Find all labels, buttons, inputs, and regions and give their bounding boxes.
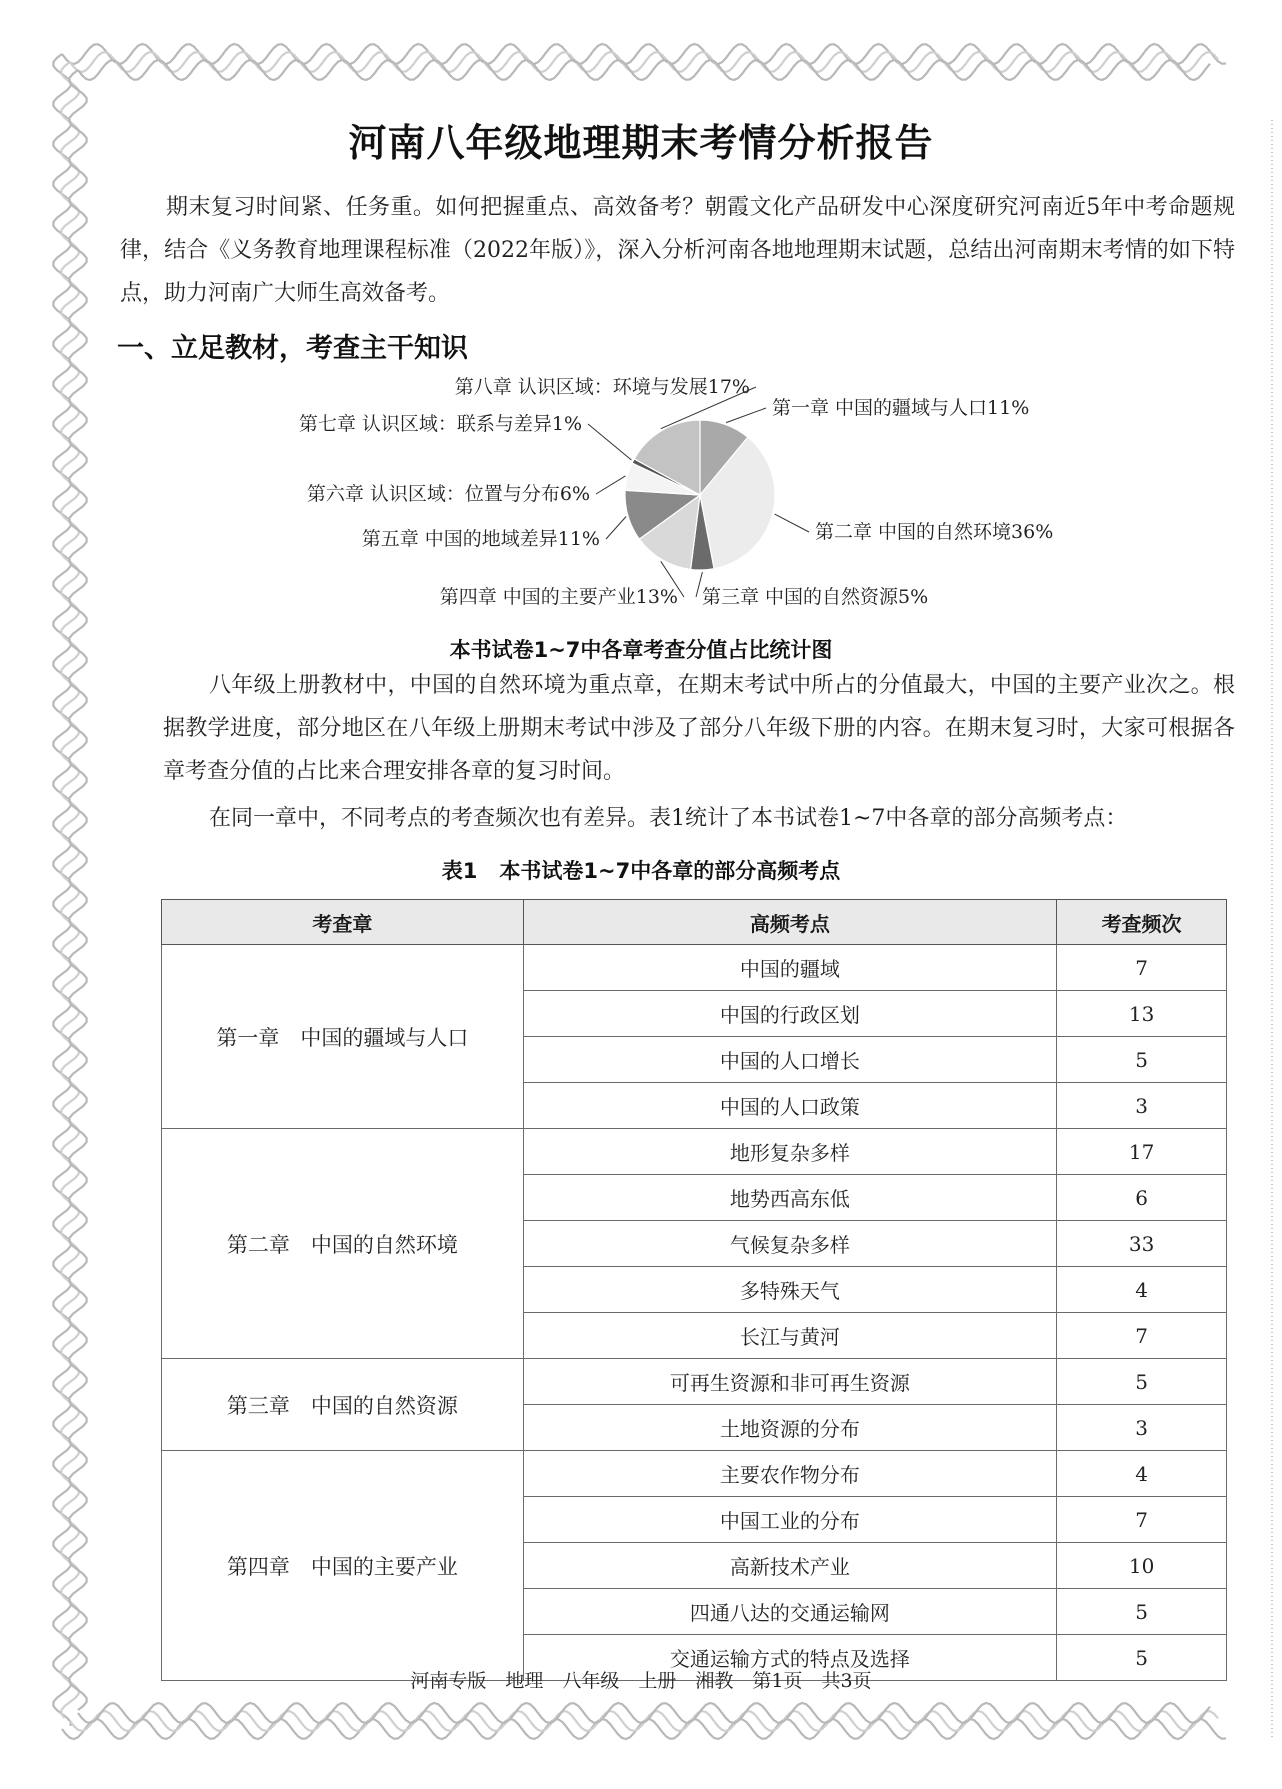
exam-point-cell: 可再生资源和非可再生资源: [523, 1359, 1056, 1405]
exam-point-cell: 中国的行政区划: [523, 991, 1056, 1037]
intro-paragraph: 期末复习时间紧、任务重。如何把握重点、高效备考？朝霞文化产品研发中心深度研究河南近5年中考命题规律，结合《义务教育地理课程标准（2022年版）》，深入分析河南各地地理期末试题，总结出河南期末考情的如下特点，助力河南广大师生高效备考。: [120, 195, 1235, 306]
exam-point-cell: 中国的疆域: [523, 945, 1056, 991]
table-caption-text: 本书试卷1~7中各章的部分高频考点: [499, 859, 841, 883]
frequency-cell: 5: [1057, 1359, 1227, 1405]
chapter-cell: 第三章 中国的自然资源: [162, 1359, 524, 1451]
frequency-cell: 7: [1057, 945, 1227, 991]
frequency-cell: 7: [1057, 1497, 1227, 1543]
exam-point-cell: 主要农作物分布: [523, 1451, 1056, 1497]
pie-leader-line: [606, 517, 626, 540]
column-header-point: 高频考点: [523, 900, 1056, 945]
frequency-cell: 10: [1057, 1543, 1227, 1589]
exam-point-cell: 多特殊天气: [523, 1267, 1056, 1313]
page-title: 河南八年级地理期末考情分析报告: [348, 121, 934, 165]
exam-point-cell: 中国工业的分布: [523, 1497, 1056, 1543]
exam-point-cell: 高新技术产业: [523, 1543, 1056, 1589]
exam-point-cell: 四通八达的交通运输网: [523, 1589, 1056, 1635]
exam-point-cell: 地势西高东低: [523, 1175, 1056, 1221]
table-header-row: [162, 900, 1227, 945]
exam-point-cell: 中国的人口增长: [523, 1037, 1056, 1083]
table-row: [162, 945, 1227, 991]
table-caption: [0, 855, 1282, 885]
pie-leader-line: [726, 408, 766, 423]
table-intro-paragraph: 在同一章中，不同考点的考查频次也有差异。表1统计了本书试卷1~7中各章的部分高频考点：: [209, 806, 1128, 831]
frequency-cell: 33: [1057, 1221, 1227, 1267]
analysis-paragraph: 八年级上册教材中，中国的自然环境为重点章，在期末考试中所占的分值最大，中国的主要产业次之。根据教学进度，部分地区在八年级上册期末考试中涉及了部分八年级下册的内容。在期末复习时，大家可根据各章考查分值的占比来合理安排各章的复习时间。: [163, 673, 1235, 784]
frequency-cell: 4: [1057, 1451, 1227, 1497]
page-footer: 河南专版 地理 八年级 上册 湘教 第1页 共3页: [410, 1670, 872, 1692]
pie-leader-line: [775, 514, 809, 532]
exam-point-cell: 土地资源的分布: [523, 1405, 1056, 1451]
pie-slice-label: 第四章 中国的主要产业13%: [439, 586, 678, 608]
exam-point-cell: 气候复杂多样: [523, 1221, 1056, 1267]
exam-point-cell: 地形复杂多样: [523, 1129, 1056, 1175]
frequency-table: [161, 899, 1227, 1681]
pie-slice-label: 第八章 认识区域：环境与发展17%: [454, 376, 750, 398]
pie-chart: [0, 370, 1282, 630]
frequency-cell: 4: [1057, 1267, 1227, 1313]
column-header-chapter: 考查章: [162, 900, 524, 945]
pie-slice-label: 第七章 认识区域：联系与差异1%: [298, 413, 582, 435]
frequency-cell: 17: [1057, 1129, 1227, 1175]
frequency-cell: 7: [1057, 1313, 1227, 1359]
chapter-cell: 第四章 中国的主要产业: [162, 1451, 524, 1681]
exam-point-cell: 长江与黄河: [523, 1313, 1056, 1359]
pie-leader-line: [596, 476, 625, 494]
frequency-cell: 3: [1057, 1083, 1227, 1129]
frequency-cell: 3: [1057, 1405, 1227, 1451]
frequency-cell: 6: [1057, 1175, 1227, 1221]
table-row: [162, 1451, 1227, 1497]
chart-caption: 本书试卷1~7中各章考查分值占比统计图: [449, 638, 833, 662]
frequency-cell: 5: [1057, 1635, 1227, 1681]
frequency-cell: 5: [1057, 1589, 1227, 1635]
table-caption-number: 表1: [441, 859, 478, 883]
chapter-cell: 第一章 中国的疆域与人口: [162, 945, 524, 1129]
pie-slice-label: 第一章 中国的疆域与人口11%: [772, 397, 1030, 419]
pie-leader-line: [588, 424, 631, 460]
pie-slice-label: 第三章 中国的自然资源5%: [702, 586, 929, 608]
exam-point-cell: 交通运输方式的特点及选择: [523, 1635, 1056, 1681]
chapter-cell: 第二章 中国的自然环境: [162, 1129, 524, 1359]
pie-slice-label: 第六章 认识区域：位置与分布6%: [306, 483, 590, 505]
table-row: [162, 1359, 1227, 1405]
pie-slice-label: 第二章 中国的自然环境36%: [815, 521, 1054, 543]
section-heading: 一、立足教材，考查主干知识: [117, 333, 468, 364]
exam-point-cell: 中国的人口政策: [523, 1083, 1056, 1129]
frequency-cell: 13: [1057, 991, 1227, 1037]
frequency-cell: 5: [1057, 1037, 1227, 1083]
pie-slice-label: 第五章 中国的地域差异11%: [361, 528, 600, 550]
column-header-frequency: 考查频次: [1057, 900, 1227, 945]
table-row: [162, 1129, 1227, 1175]
